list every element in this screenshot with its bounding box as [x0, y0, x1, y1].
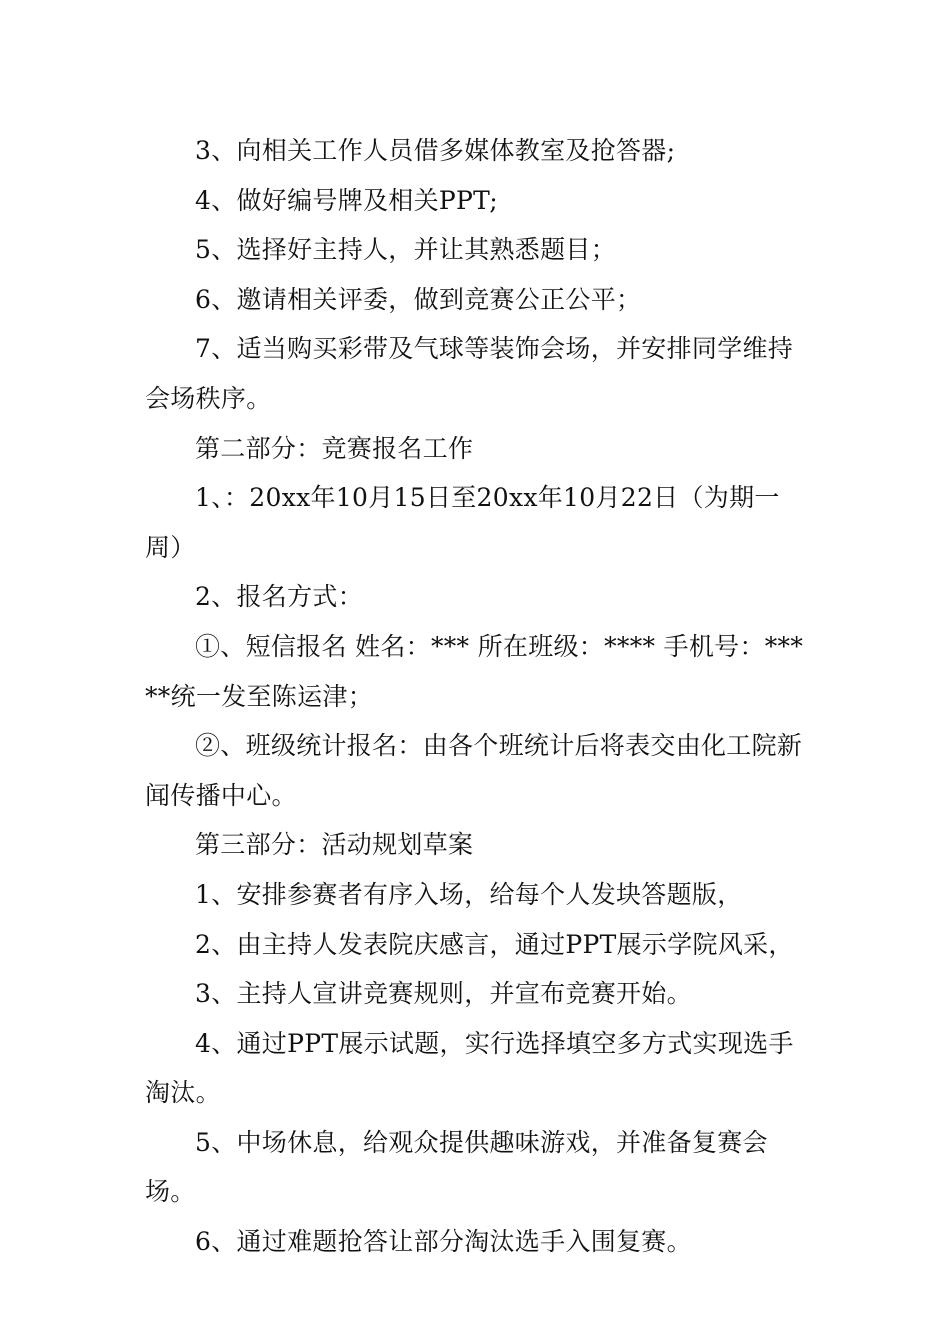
paragraph-plan-step-1: 1、安排参赛者有序入场，给每个人发块答题版， — [195, 879, 743, 909]
section-heading-part-two: 第二部分：竞赛报名工作 — [195, 433, 474, 463]
document-body — [145, 126, 810, 1267]
paragraph-item-5-host: 5、选择好主持人，并让其熟悉题目； — [195, 235, 617, 265]
paragraph-plan-step-5: 5、中场休息，给观众提供趣味游戏，并准备复赛会场。 — [145, 1127, 768, 1207]
paragraph-plan-step-3: 3、主持人宣讲竞赛规则，并宣布竞赛开始。 — [195, 979, 692, 1009]
section-heading-part-three: 第三部分：活动规划草案 — [195, 830, 474, 860]
paragraph-registration-method: 2、报名方式： — [195, 582, 364, 612]
paragraph-sms-registration: ①、短信报名 姓名：*** 所在班级：**** 手机号：*****统一发至陈运津； — [145, 631, 804, 711]
paragraph-plan-step-2: 2、由主持人发表院庆感言，通过PPT展示学院风采， — [195, 929, 794, 959]
paragraph-plan-step-4: 4、通过PPT展示试题，实行选择填空多方式实现选手淘汰。 — [145, 1028, 794, 1108]
paragraph-item-3-borrow-equipment: 3、向相关工作人员借多媒体教室及抢答器; — [195, 136, 676, 165]
paragraph-plan-step-6: 6、通过难题抢答让部分淘汰选手入围复赛。 — [195, 1227, 692, 1257]
paragraph-item-4-number-plates: 4、做好编号牌及相关PPT; — [195, 185, 498, 215]
paragraph-item-6-judges: 6、邀请相关评委，做到竞赛公正公平； — [195, 284, 642, 314]
paragraph-registration-period: 1、：20xx年10月15日至20xx年10月22日（为期一周） — [145, 483, 780, 562]
paragraph-item-7-decoration: 7、适当购买彩带及气球等装饰会场，并安排同学维持会场秩序。 — [145, 334, 794, 413]
paragraph-class-registration: ②、班级统计报名：由各个班统计后将表交由化工院新闻传播中心。 — [145, 731, 803, 810]
